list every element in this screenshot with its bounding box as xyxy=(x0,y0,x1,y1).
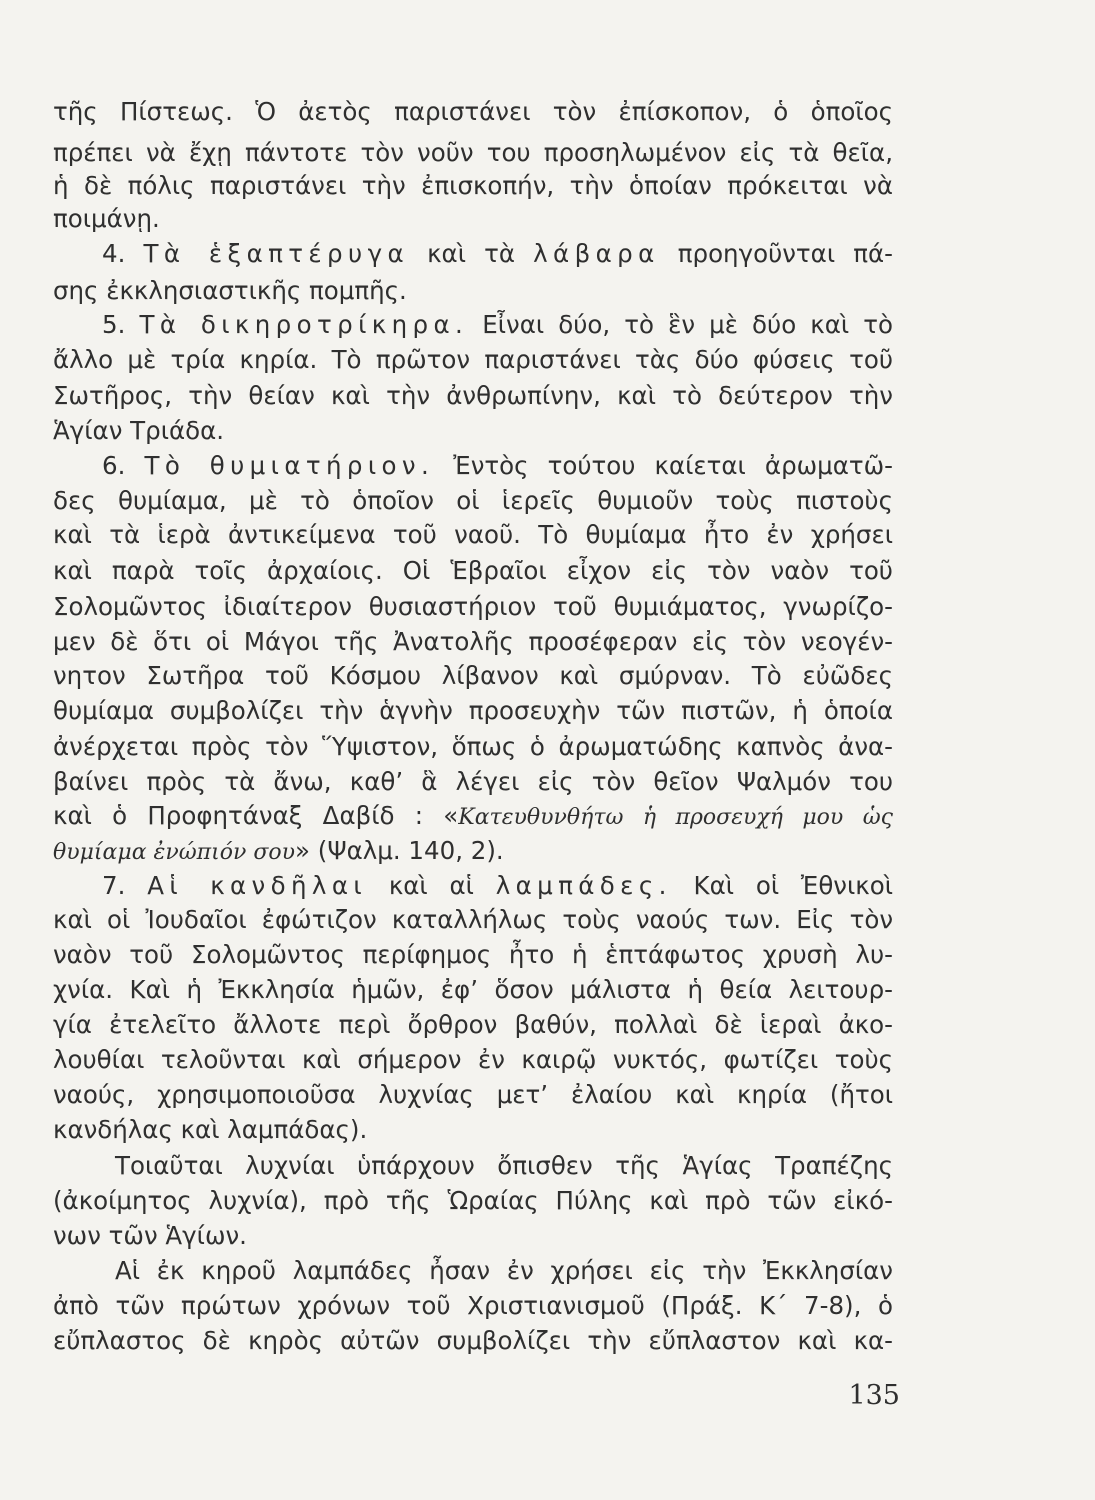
text-line: σης ἐκκλησιαστικῆς πομπῆς. xyxy=(53,276,407,305)
text-line: ναούς, χρησιμοποιοῦσα λυχνίας μετ’ ἐλαίου καὶ κηρία (ἤτοι xyxy=(53,1080,893,1109)
text-line: (ἀκοίμητος λυχνία), πρὸ τῆς Ὡραίας Πύλης καὶ πρὸ τῶν εἰκό- xyxy=(53,1186,893,1215)
quote-line: θυμίαμα ἐνώπιόν σου» (Ψαλμ. 140, 2). xyxy=(53,836,504,865)
text-line: νητον Σωτῆρα τοῦ Κόσμου λίβανον καὶ σμύρναν. Τὸ εὐῶδες xyxy=(53,661,893,690)
text-line: νων τῶν Ἁγίων. xyxy=(53,1221,247,1250)
text-line: καὶ οἱ Ἰουδαῖοι ἐφώτιζον καταλλήλως τοὺς ναούς των. Εἰς τὸν xyxy=(53,905,893,934)
text-line: θυμίαμα συμβολίζει τὴν ἁγνὴν προσευχὴν τῶν πιστῶν, ἡ ὁποία xyxy=(53,696,893,725)
section-heading: Αἱ κανδῆλαι xyxy=(147,871,368,900)
text-line: ναὸν τοῦ Σολομῶντος περίφημος ἦτο ἡ ἑπτάφωτος χρυσὴ λυ- xyxy=(53,940,893,969)
section-line-7: 7. Αἱ κανδῆλαι καὶ αἱ λαμπάδες. Καὶ οἱ Ἐθνικοὶ xyxy=(102,871,893,900)
text-line: εὔπλαστος δὲ κηρὸς αὐτῶν συμβολίζει τὴν εὔπλαστον καὶ κα- xyxy=(53,1326,893,1355)
section-heading: λαμπάδες. xyxy=(495,871,672,900)
text-line: χνία. Καὶ ἡ Ἐκκλησία ἡμῶν, ἐφ’ ὅσον μάλιστα ἡ θεία λειτουρ- xyxy=(53,975,893,1004)
text-line: καὶ τὰ ἱερὰ ἀντικείμενα τοῦ ναοῦ. Τὸ θυμίαμα ἦτο ἐν χρήσει xyxy=(53,520,893,549)
psalm-quote: θυμίαμα ἐνώπιόν σου xyxy=(53,840,295,865)
section-heading: Τὰ ἑξαπτέρυγα xyxy=(143,239,409,268)
section-heading: Τὸ θυμιατήριον. xyxy=(144,451,435,480)
text-line: δες θυμίαμα, μὲ τὸ ὁποῖον οἱ ἱερεῖς θυμιοῦν τοὺς πιστοὺς xyxy=(53,486,893,515)
text-line: ἀπὸ τῶν πρώτων χρόνων τοῦ Χριστιανισμοῦ (Πράξ. Κ΄ 7-8), ὁ xyxy=(53,1291,893,1320)
text-line: Αἱ ἐκ κηροῦ λαμπάδες ἦσαν ἐν χρήσει εἰς τὴν Ἐκκλησίαν xyxy=(115,1256,893,1285)
text-line: ἀνέρχεται πρὸς τὸν Ὕψιστον, ὅπως ὁ ἀρωματώδης καπνὸς ἀνα- xyxy=(53,732,893,761)
text-line: Σωτῆρος, τὴν θείαν καὶ τὴν ἀνθρωπίνην, καὶ τὸ δεύτερον τὴν xyxy=(53,381,893,410)
text-line: Ἁγίαν Τριάδα. xyxy=(53,416,225,445)
psalm-quote: Κατευθυνθήτω ἡ προσευχή μου ὡς xyxy=(458,805,893,830)
quote-line: καὶ ὁ Προφητάναξ Δαβίδ : «Κατευθυνθήτω ἡ προσευχή μου ὡς xyxy=(53,801,893,830)
text-line: κανδήλας καὶ λαμπάδας). xyxy=(53,1115,368,1144)
section-line-4: 4. Τὰ ἑξαπτέρυγα καὶ τὰ λάβαρα προηγοῦνται πά- xyxy=(102,239,893,268)
text-line: ἄλλο μὲ τρία κηρία. Τὸ πρῶτον παριστάνει τὰς δύο φύσεις τοῦ xyxy=(53,345,893,374)
text-line: καὶ παρὰ τοῖς ἀρχαίοις. Οἱ Ἑβραῖοι εἶχον εἰς τὸν ναὸν τοῦ xyxy=(53,556,893,585)
text-line: ἡ δὲ πόλις παριστάνει τὴν ἐπισκοπήν, τὴν ὁποίαν πρόκειται νὰ xyxy=(53,171,893,200)
text-line: Σολομῶντος ἰδιαίτερον θυσιαστήριον τοῦ θυμιάματος, γνωρίζο- xyxy=(53,592,893,621)
text-line: λουθίαι τελοῦνται καὶ σήμερον ἐν καιρῷ νυκτός, φωτίζει τοὺς xyxy=(53,1045,893,1074)
text-line: μεν δὲ ὅτι οἱ Μάγοι τῆς Ἀνατολῆς προσέφεραν εἰς τὸν νεογέν- xyxy=(53,627,893,656)
section-heading: Τὰ δικηροτρίκηρα. xyxy=(139,310,469,339)
section-line-5: 5. Τὰ δικηροτρίκηρα. Εἶναι δύο, τὸ ἓν μὲ δύο καὶ τὸ xyxy=(102,310,893,339)
text-line: τῆς Πίστεως. Ὁ ἀετὸς παριστάνει τὸν ἐπίσκοπον, ὁ ὁποῖος xyxy=(53,97,893,126)
section-heading: λάβαρα xyxy=(533,239,660,268)
text-line: πρέπει νὰ ἔχῃ πάντοτε τὸν νοῦν του προσηλωμένον εἰς τὰ θεῖα, xyxy=(53,138,893,167)
text-line: γία ἐτελεῖτο ἄλλοτε περὶ ὄρθρον βαθύν, πολλαὶ δὲ ἱεραὶ ἀκο- xyxy=(53,1010,893,1039)
text-line: ποιμάνῃ. xyxy=(53,204,160,233)
text-line: Τοιαῦται λυχνίαι ὑπάρχουν ὄπισθεν τῆς Ἁγίας Τραπέζης xyxy=(115,1151,893,1180)
page-number: 135 xyxy=(848,1380,900,1411)
section-line-6: 6. Τὸ θυμιατήριον. Ἐντὸς τούτου καίεται ἀρωματῶ- xyxy=(102,451,893,480)
text-line: βαίνει πρὸς τὰ ἄνω, καθ’ ἃ λέγει εἰς τὸν θεῖον Ψαλμόν του xyxy=(53,767,893,796)
